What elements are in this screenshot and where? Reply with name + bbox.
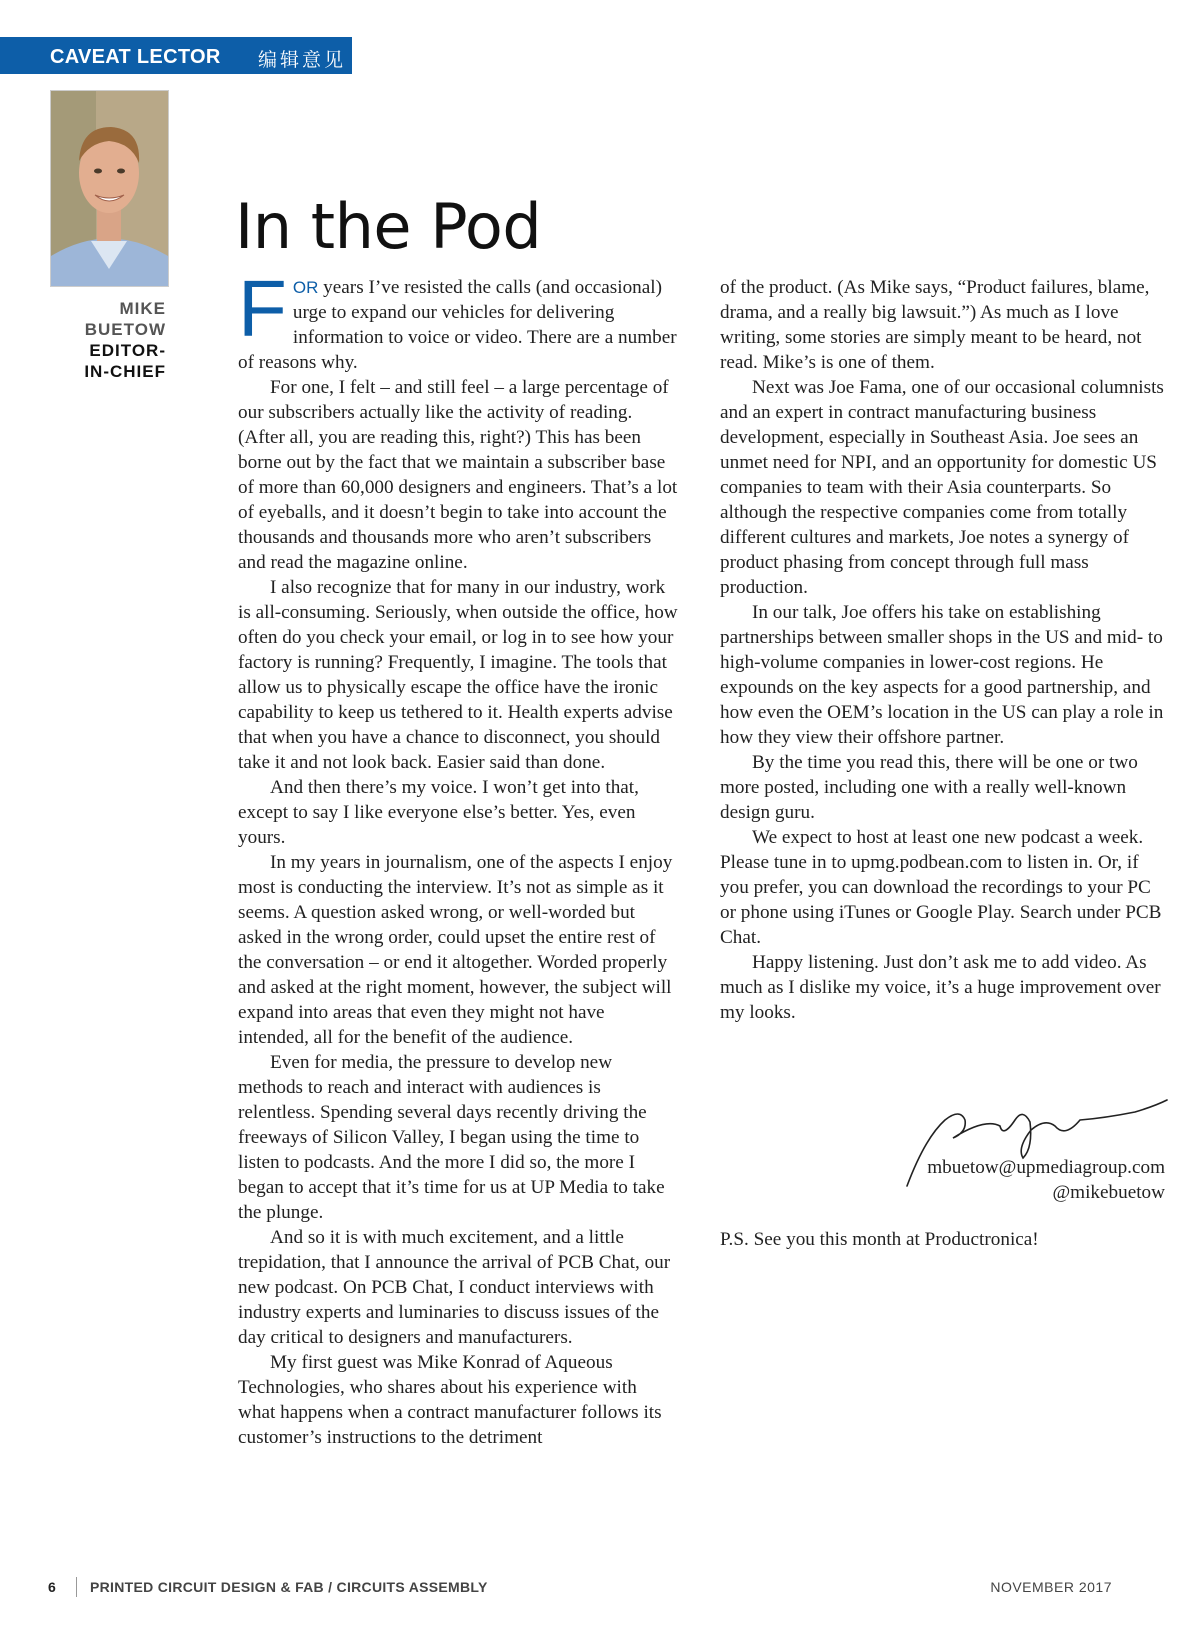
author-name [40, 298, 166, 340]
article-paragraph: Next was Joe Fama, one of our occasional columnists and an expert in contract manufacturing business development, especially in Southeast Asia. Joe sees an unmet need for NPI, and an opportunity for domestic US companies to team with their Asia counterparts. So although the respective companies come from totally different cultures and markets, Joe notes a synergy of product phasing from concept through full mass production. [720, 377, 1164, 598]
article-paragraph: By the time you read this, there will be one or two more posted, including one with a really well-known design guru. [720, 752, 1138, 823]
postscript: P.S. See you this month at Productronica! [720, 1229, 1039, 1250]
article-paragraph: Even for media, the pressure to develop new methods to reach and interact with audiences is relentless. Spending several days recently driving the freeways of Silicon Valley, I began using the time to listen to podcasts. And the more I did so, the more I began to accept that it’s time for us at UP Media to take the plunge. [238, 1052, 665, 1223]
article-paragraph: of the product. (As Mike says, “Product failures, blame, drama, and a really big lawsuit.”) As much as I love writing, some stories are simply meant to be heard, not read. Mike’s is one of them. [720, 277, 1150, 373]
article-paragraph: We expect to host at least one new podcast a week. Please tune in to upmg.podbean.com to listen in. Or, if you prefer, you can download the recordings to your PC or phone using iTunes or Google Play. Search under PCB Chat. [720, 827, 1162, 948]
page-number: 6 [48, 1579, 56, 1595]
article-title: In the Pod [235, 189, 542, 263]
author-title-line1: EDITOR- [89, 341, 166, 360]
article-paragraph: In my years in journalism, one of the aspects I enjoy most is conducting the interview. It’s not as simple as it seems. A question asked wrong, or well-worded but asked in the wrong order, could upset the entire rest of the conversation – or end it altogether. Worded properly and asked at the right moment, however, the subject will expand into areas that even they might not have intended, all for the benefit of the audience. [238, 852, 673, 1048]
article-paragraph: For one, I felt – and still feel – a large percentage of our subscribers actually like the activity of reading. (After all, you are reading this, right?) This has been borne out by the fact that we maintain a subscriber base of more than 60,000 designers and engineers. That’s a lot of eyeballs, and it doesn’t begin to take into account the thousands and thousands more who aren’t subscribers and read the magazine online. [238, 377, 678, 573]
section-label-chinese: 编辑意见 [258, 49, 347, 71]
twitter-handle[interactable]: @mikebuetow [1052, 1182, 1165, 1203]
author-title [40, 340, 166, 382]
drop-cap: F [238, 264, 287, 353]
issue-date: NOVEMBER 2017 [990, 1579, 1112, 1595]
page-footer [0, 1577, 1200, 1601]
article-paragraph [238, 264, 678, 375]
lead-in: OR [292, 278, 319, 297]
footer-divider [76, 1577, 77, 1597]
publication-name: PRINTED CIRCUIT DESIGN & FAB / CIRCUITS ASSEMBLY [90, 1579, 488, 1595]
article-column-left [238, 264, 678, 1450]
article-column-right [720, 275, 1165, 1025]
article-paragraph: And so it is with much excitement, and a little trepidation, that I announce the arrival of PCB Chat, our new podcast. On PCB Chat, I conduct interviews with industry experts and luminaries to discuss issues of the day critical to designers and manufacturers. [238, 1227, 671, 1348]
first-paragraph-text: years I’ve resisted the calls (and occasional) urge to expand our vehicles for delivering information to voice or video. There are a number of reasons why. [238, 277, 677, 373]
author-portrait-icon [51, 91, 168, 286]
contact-block [927, 1155, 1165, 1205]
article-paragraph: In our talk, Joe offers his take on establishing partnerships between smaller shops in the US and mid- to high-volume companies in lower-cost regions. He expounds on the key aspects for a good partnership, and how even the OEM’s location in the US can play a role in how they view their offshore partner. [720, 602, 1164, 748]
article-paragraph: Happy listening. Just don’t ask me to add video. As much as I dislike my voice, it’s a huge improvement over my looks. [720, 952, 1161, 1023]
author-first-name: MIKE [119, 299, 166, 318]
section-label: CAVEAT LECTOR [50, 46, 221, 68]
author-title-line2: IN-CHIEF [84, 362, 166, 381]
article-paragraph: My first guest was Mike Konrad of Aqueous Technologies, who shares about his experience with what happens when a contract manufacturer follows its customer’s instructions to the detriment [238, 1352, 662, 1448]
article-paragraph: And then there’s my voice. I won’t get into that, except to say I like everyone else’s better. Yes, even yours. [238, 777, 639, 848]
article-paragraph: I also recognize that for many in our industry, work is all-consuming. Seriously, when outside the office, how often do you check your email, or log in to see how your factory is running? Frequently, I imagine. The tools that allow us to physically escape the office have the ironic capability to keep us tethered to it. Health experts advise that when you have a chance to disconnect, you should take it and not look back. Easier said than done. [238, 577, 678, 773]
author-last-name: BUETOW [84, 320, 166, 339]
author-photo [50, 90, 169, 287]
email-link[interactable]: mbuetow@upmediagroup.com [927, 1157, 1165, 1178]
